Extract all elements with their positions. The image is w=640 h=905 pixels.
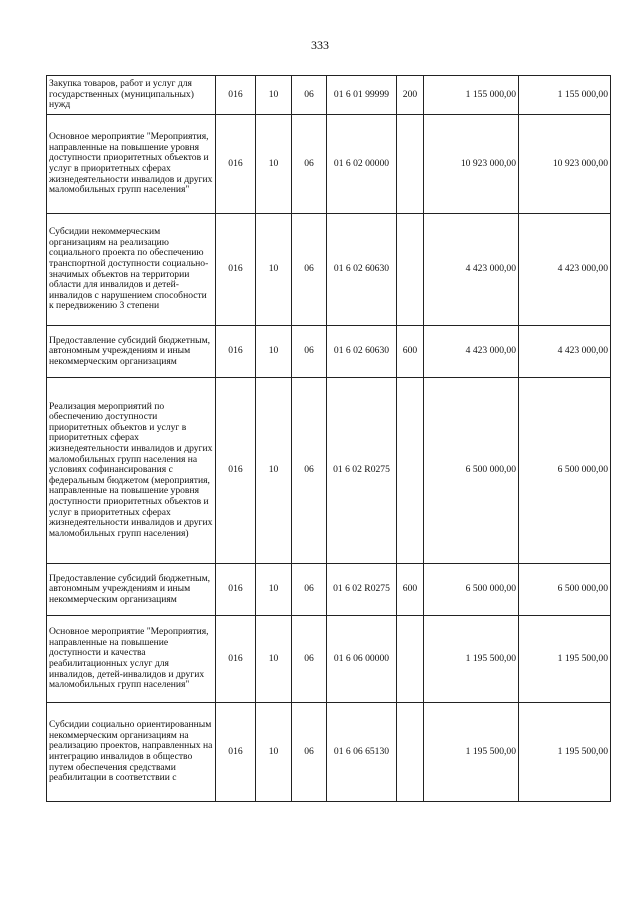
amount-1: 1 195 500,00 <box>424 616 519 703</box>
ministry-code: 016 <box>216 564 256 616</box>
section-code: 10 <box>256 616 292 703</box>
expense-kind <box>397 214 424 326</box>
section-code: 10 <box>256 378 292 564</box>
target-code: 01 6 02 60630 <box>327 214 397 326</box>
section-code: 10 <box>256 76 292 115</box>
target-code: 01 6 02 R0275 <box>327 378 397 564</box>
expense-kind: 600 <box>397 564 424 616</box>
target-code: 01 6 06 00000 <box>327 616 397 703</box>
amount-2: 6 500 000,00 <box>519 378 611 564</box>
ministry-code: 016 <box>216 76 256 115</box>
expense-kind <box>397 115 424 214</box>
amount-1: 10 923 000,00 <box>424 115 519 214</box>
subsection-code: 06 <box>292 115 327 214</box>
table-row <box>47 703 611 802</box>
table-row <box>47 326 611 378</box>
target-code: 01 6 01 99999 <box>327 76 397 115</box>
row-name: Предоставление субсидий бюджетным, автономным учреждениям и иным некоммерческим организациям <box>47 326 216 378</box>
amount-1: 1 195 500,00 <box>424 703 519 802</box>
ministry-code: 016 <box>216 703 256 802</box>
expense-kind <box>397 616 424 703</box>
ministry-code: 016 <box>216 616 256 703</box>
table-row <box>47 76 611 115</box>
subsection-code: 06 <box>292 214 327 326</box>
section-code: 10 <box>256 564 292 616</box>
amount-2: 1 195 500,00 <box>519 616 611 703</box>
page-number: 333 <box>311 38 329 52</box>
table-row <box>47 378 611 564</box>
subsection-code: 06 <box>292 326 327 378</box>
table-row <box>47 564 611 616</box>
amount-2: 4 423 000,00 <box>519 326 611 378</box>
amount-1: 6 500 000,00 <box>424 564 519 616</box>
subsection-code: 06 <box>292 378 327 564</box>
target-code: 01 6 06 65130 <box>327 703 397 802</box>
subsection-code: 06 <box>292 616 327 703</box>
amount-1: 1 155 000,00 <box>424 76 519 115</box>
subsection-code: 06 <box>292 564 327 616</box>
expense-kind <box>397 378 424 564</box>
amount-2: 4 423 000,00 <box>519 214 611 326</box>
subsection-code: 06 <box>292 76 327 115</box>
row-name: Реализация мероприятий по обеспечению доступности приоритетных объектов и услуг в приоритетных сферах жизнедеятельности инвалидов и других маломобильных групп населения на условиях софинансирования с федеральным бюджетом (мероприятия, направленные на повышение уровня доступности приоритетных объектов и услуг в приоритетных сферах жизнедеятельности инвалидов и других маломобильных групп населения) <box>47 378 216 564</box>
amount-1: 4 423 000,00 <box>424 214 519 326</box>
row-name: Основное мероприятие "Мероприятия, направленные на повышение уровня доступности приоритетных объектов и услуг в приоритетных сферах жизнедеятельности инвалидов и других маломобильных групп населения" <box>47 115 216 214</box>
amount-2: 1 155 000,00 <box>519 76 611 115</box>
table-row <box>47 115 611 214</box>
row-name: Основное мероприятие "Мероприятия, направленные на повышение доступности и качества реабилитационных услуг для инвалидов, детей-инвалидов и других маломобильных групп населения" <box>47 616 216 703</box>
table-row <box>47 214 611 326</box>
target-code: 01 6 02 R0275 <box>327 564 397 616</box>
ministry-code: 016 <box>216 326 256 378</box>
budget-table <box>46 75 611 802</box>
table-row <box>47 616 611 703</box>
amount-2: 6 500 000,00 <box>519 564 611 616</box>
subsection-code: 06 <box>292 703 327 802</box>
expense-kind <box>397 703 424 802</box>
amount-1: 4 423 000,00 <box>424 326 519 378</box>
row-name: Субсидии социально ориентированным некоммерческим организациям на реализацию проектов, направленных на интеграцию инвалидов в общество путем обеспечения средствами реабилитации в соответствии с <box>47 703 216 802</box>
ministry-code: 016 <box>216 115 256 214</box>
target-code: 01 6 02 60630 <box>327 326 397 378</box>
amount-1: 6 500 000,00 <box>424 378 519 564</box>
amount-2: 10 923 000,00 <box>519 115 611 214</box>
target-code: 01 6 02 00000 <box>327 115 397 214</box>
section-code: 10 <box>256 214 292 326</box>
section-code: 10 <box>256 703 292 802</box>
ministry-code: 016 <box>216 214 256 326</box>
section-code: 10 <box>256 326 292 378</box>
expense-kind: 600 <box>397 326 424 378</box>
row-name: Предоставление субсидий бюджетным, автономным учреждениям и иным некоммерческим организациям <box>47 564 216 616</box>
row-name: Закупка товаров, работ и услуг для государственных (муниципальных) нужд <box>47 76 216 115</box>
expense-kind: 200 <box>397 76 424 115</box>
section-code: 10 <box>256 115 292 214</box>
ministry-code: 016 <box>216 378 256 564</box>
amount-2: 1 195 500,00 <box>519 703 611 802</box>
row-name: Субсидии некоммерческим организациям на реализацию социального проекта по обеспечению транспортной доступности социально-значимых объектов на территории области для инвалидов и детей-инвалидов с нарушением способности к передвижению 3 степени <box>47 214 216 326</box>
